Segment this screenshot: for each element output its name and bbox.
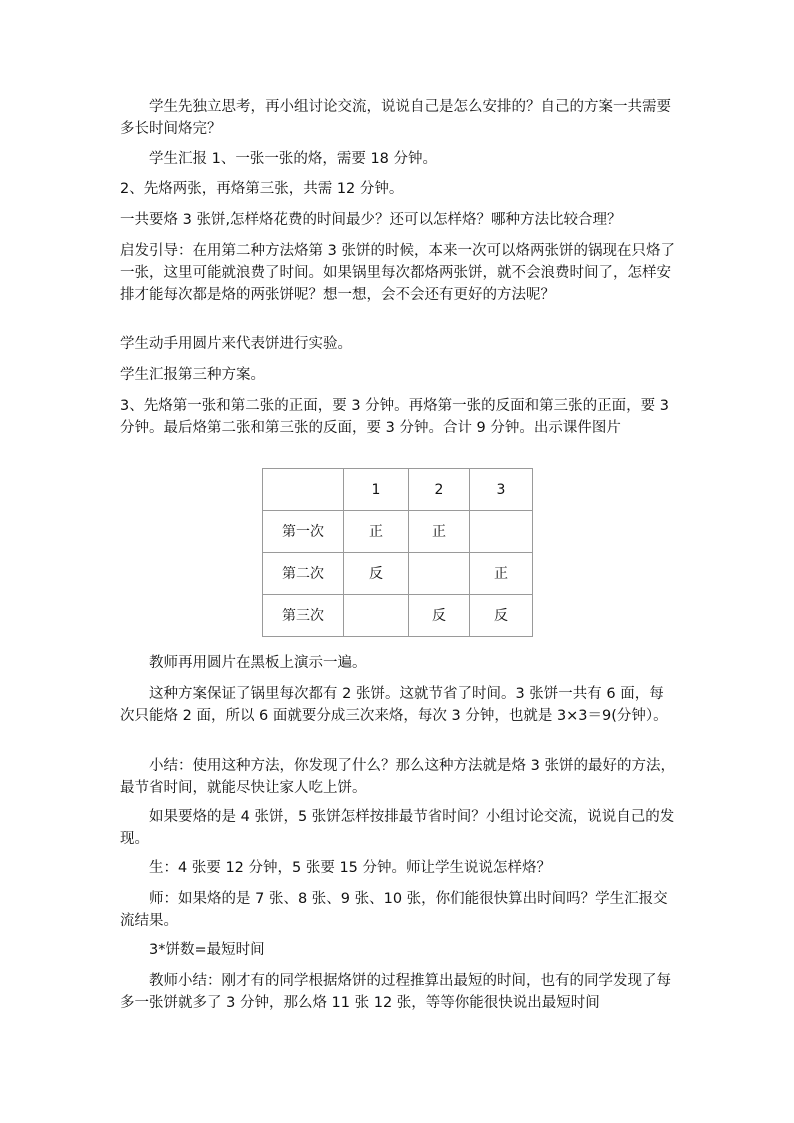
paragraph-teacher-summary: 教师小结：刚才有的同学根据烙饼的过程推算出最短的时间，也有的同学发现了每多一张饼就多了 3 分钟，那么烙 11 张 12 张，等等你能很快说出最短时间 (120, 973, 671, 1011)
table-cell (409, 553, 470, 595)
table-header-row (263, 469, 533, 511)
table-cell (344, 595, 409, 637)
paragraph-four-five: 如果要烙的是 4 张饼，5 张饼怎样按排最节省时间？小组讨论交流，说说自己的发现。 (120, 809, 675, 847)
paragraph-method-2: 2、先烙两张，再烙第三张，共需 12 分钟。 (120, 181, 404, 197)
table-cell (470, 511, 533, 553)
paragraph-guidance: 启发引导：在用第二种方法烙第 3 张饼的时候，本来一次可以烙两张饼的锅现在只烙了一张，这里可能就浪费了时间。如果锅里每次都烙两张饼，就不会浪费时间了，怎样安排才能每次都是烙的两张饼呢？想一想，会不会还有更好的方法呢？ (120, 243, 675, 303)
paragraph-demo: 教师再用圆片在黑板上演示一遍。 (149, 655, 367, 671)
paragraph-student-answer: 生：4 张要 12 分钟，5 张要 15 分钟。师让学生说说怎样烙？ (149, 860, 552, 876)
paragraph-formula: 3*饼数=最短时间 (149, 942, 265, 958)
table-row (263, 511, 533, 553)
table-cell: 第一次 (263, 511, 344, 553)
paragraph-think-discuss: 学生先独立思考，再小组讨论交流，说说自己是怎么安排的？自己的方案一共需要多长时间烙完？ (120, 99, 671, 137)
table-cell: 反 (470, 595, 533, 637)
table-header-cell (263, 469, 344, 511)
table-cell: 反 (344, 553, 409, 595)
paragraph-report-3: 学生汇报第三种方案。 (120, 367, 265, 383)
table-row (263, 553, 533, 595)
paragraph-explanation: 这种方案保证了锅里每次都有 2 张饼。这就节省了时间。3 张饼一共有 6 面，每次只能烙 2 面，所以 6 面就要分成三次来烙，每次 3 分钟，也就是 3×3＝9(分钟）。 (120, 686, 668, 724)
table-row (263, 595, 533, 637)
table-cell: 第三次 (263, 595, 344, 637)
table-cell: 第二次 (263, 553, 344, 595)
baking-schedule-table (262, 468, 533, 637)
paragraph-experiment: 学生动手用圆片来代表饼进行实验。 (120, 336, 352, 352)
paragraph-question: 一共要烙 3 张饼,怎样烙花费的时间最少？还可以怎样烙？哪种方法比较合理？ (120, 212, 622, 228)
paragraph-method-3: 3、先烙第一张和第二张的正面，要 3 分钟。再烙第一张的反面和第三张的正面，要 3 分钟。最后烙第二张和第三张的反面，要 3 分钟。合计 9 分钟。出示课件图片 (120, 398, 670, 436)
table-cell: 正 (409, 511, 470, 553)
table-header-cell: 2 (409, 469, 470, 511)
paragraph-teacher-question: 师：如果烙的是 7 张、8 张、9 张、10 张，你们能很快算出时间吗？学生汇报交流结果。 (120, 891, 668, 929)
paragraph-summary: 小结：使用这种方法，你发现了什么？那么这种方法就是烙 3 张饼的最好的方法，最节省时间，就能尽快让家人吃上饼。 (120, 758, 675, 796)
table-cell: 正 (470, 553, 533, 595)
table-cell: 反 (409, 595, 470, 637)
table-header-cell: 3 (470, 469, 533, 511)
table-header-cell: 1 (344, 469, 409, 511)
table-cell: 正 (344, 511, 409, 553)
paragraph-report-1: 学生汇报 1、一张一张的烙，需要 18 分钟。 (149, 151, 438, 167)
